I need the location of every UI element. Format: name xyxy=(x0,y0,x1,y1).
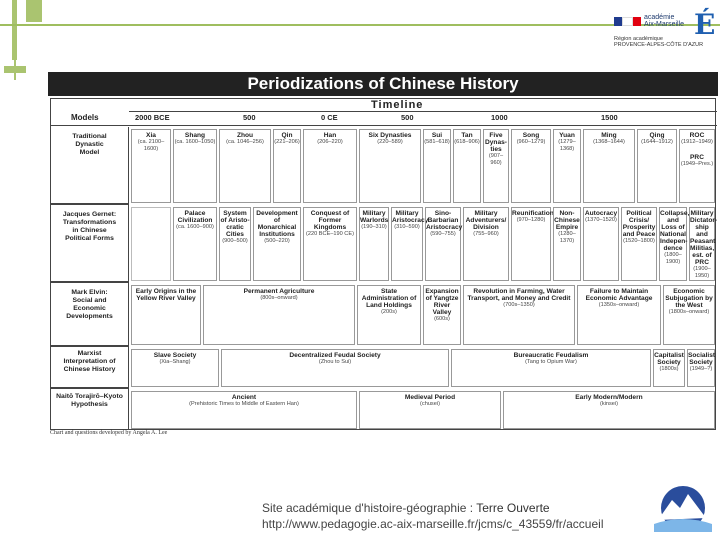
logo-wordmark: académie Aix-Marseille xyxy=(644,14,685,28)
models-label: Models xyxy=(71,113,99,122)
period-cell: Zhou (ca. 1046–256) xyxy=(219,129,271,203)
period-cell: Yuan (1279–1368) xyxy=(553,129,581,203)
period-cell: Expansion of Yangtze River Valley (600s) xyxy=(423,285,461,345)
decorative-tab xyxy=(4,66,26,73)
period-cell: Autocracy (1370–1520) xyxy=(583,207,619,281)
row-head-traditional: Traditional Dynastic Model xyxy=(51,127,129,205)
period-cell: Six Dynasties (220–589) xyxy=(359,129,421,203)
period-cell: Non-Chinese Empire (1280–1370) xyxy=(553,207,581,281)
period-cell: Qing (1644–1912) xyxy=(637,129,677,203)
period-cell: Xia (ca. 2100–1600) xyxy=(131,129,171,203)
footer-site-line: Site académique d'histoire-géographie : Terre Ouverte xyxy=(262,501,550,515)
tick-label: 2000 BCE xyxy=(135,113,170,122)
period-cell: ROC (1912–1949) PRC (1949–Pres.) xyxy=(679,129,715,203)
row-head-marxist: Marxist Interpretation of Chinese History xyxy=(51,347,129,389)
period-cell: Conquest of Former Kingdoms (220 BCE–190 CE) xyxy=(303,207,357,281)
period-cell: System of Aristo-cratic Cities (900–500) xyxy=(219,207,251,281)
period-cell: Han (206–220) xyxy=(303,129,357,203)
period-cell: Permanent Agriculture (800s–onward) xyxy=(203,285,355,345)
period-cell: Decentralized Feudal Society (Zhou to Sui) xyxy=(221,349,449,387)
period-cell: Political Crisis/ Prosperity and Peace (1520–1800) xyxy=(621,207,657,281)
period-cell: Song (960–1279) xyxy=(511,129,551,203)
chart-credit: Chart and questions developed by Angela A. Lee xyxy=(50,430,168,436)
period-cell: Socialist Society (1949–?) xyxy=(687,349,715,387)
row-head-elvin: Mark Elvin: Social and Economic Developments xyxy=(51,283,129,347)
french-flag-icon xyxy=(614,17,641,26)
tick-label: 1000 xyxy=(491,113,508,122)
tick-label: 0 CE xyxy=(321,113,338,122)
period-cell: Palace Civilization (ca. 1600–900) xyxy=(173,207,217,281)
period-cell: Economic Subjugation by the West (1800s–onward) xyxy=(663,285,715,345)
academy-logo[interactable] xyxy=(614,8,714,52)
period-cell: Military Warlords (190–310) xyxy=(359,207,389,281)
period-cell: Reunification (970–1280) xyxy=(511,207,551,281)
row-head-naito: Naitō Torajirō–Kyoto Hypothesis xyxy=(51,389,129,429)
period-cell: Bureaucratic Feudalism (Tang to Opium War) xyxy=(451,349,651,387)
row-head-gernet: Jacques Gernet: Transformations in Chinese Political Forms xyxy=(51,205,129,283)
period-cell: Qin (221–206) xyxy=(273,129,301,203)
period-cell xyxy=(131,207,171,281)
period-cell: State Administration of Land Holdings (200s) xyxy=(357,285,421,345)
mountain-logo-icon xyxy=(654,484,712,532)
period-cell: Ancient (Prehistoric Times to Middle of Eastern Han) xyxy=(131,391,357,429)
period-cell: Failure to Maintain Economic Advantage (1350s–onward) xyxy=(577,285,661,345)
chart-grid xyxy=(50,98,716,430)
period-cell: Sui (581–618) xyxy=(423,129,451,203)
periodization-chart xyxy=(48,72,718,442)
period-cell: Five Dynas-ties (907–960) xyxy=(483,129,509,203)
decorative-rule xyxy=(0,24,720,26)
period-cell: Revolution in Farming, Water Transport, and Money and Credit (700s–1350) xyxy=(463,285,575,345)
period-cell: Tan (618–906) xyxy=(453,129,481,203)
logo-mark: É xyxy=(694,8,716,41)
period-cell: Early Origins in the Yellow River Valley xyxy=(131,285,201,345)
period-cell: Military Adventurers/ Division (755–960) xyxy=(463,207,509,281)
logo-subtext: Région académique PROVENCE-ALPES-CÔTE D'AZUR xyxy=(614,36,704,48)
site-name: Terre Ouverte xyxy=(476,501,550,515)
period-cell: Military Aristocracy (310–590) xyxy=(391,207,423,281)
period-cell: Military Dictator-ship and Peasant Militias, est. of PRC (1900–1950) xyxy=(689,207,715,281)
chart-title: Periodizations of Chinese History xyxy=(48,72,718,96)
footer-url[interactable]: http://www.pedagogie.ac-aix-marseille.fr/jcms/c_43559/fr/accueil xyxy=(262,517,604,531)
tick-label: 1500 xyxy=(601,113,618,122)
period-cell: Early Modern/Modern (kinsei) xyxy=(503,391,715,429)
decorative-block xyxy=(26,0,42,22)
decorative-bar-vertical xyxy=(12,0,17,60)
period-cell: Ming (1368–1644) xyxy=(583,129,635,203)
period-cell: Slave Society (Xia–Shang) xyxy=(131,349,219,387)
period-cell: Medieval Period (chusei) xyxy=(359,391,501,429)
tick-label: 500 xyxy=(401,113,414,122)
period-cell: Shang (ca. 1600–1050) xyxy=(173,129,217,203)
footer xyxy=(262,500,603,532)
tick-label: 500 xyxy=(243,113,256,122)
period-cell: Development of Monarchical Institutions (500–220) xyxy=(253,207,301,281)
period-cell: Sino-Barbarian Aristocracy (590–755) xyxy=(425,207,461,281)
timeline-label: Timeline xyxy=(371,99,424,111)
period-cell: Collapse, and Loss of National Indepen-dence (1800–1900) xyxy=(659,207,687,281)
period-cell: Capitalist Society (1800s) xyxy=(653,349,685,387)
